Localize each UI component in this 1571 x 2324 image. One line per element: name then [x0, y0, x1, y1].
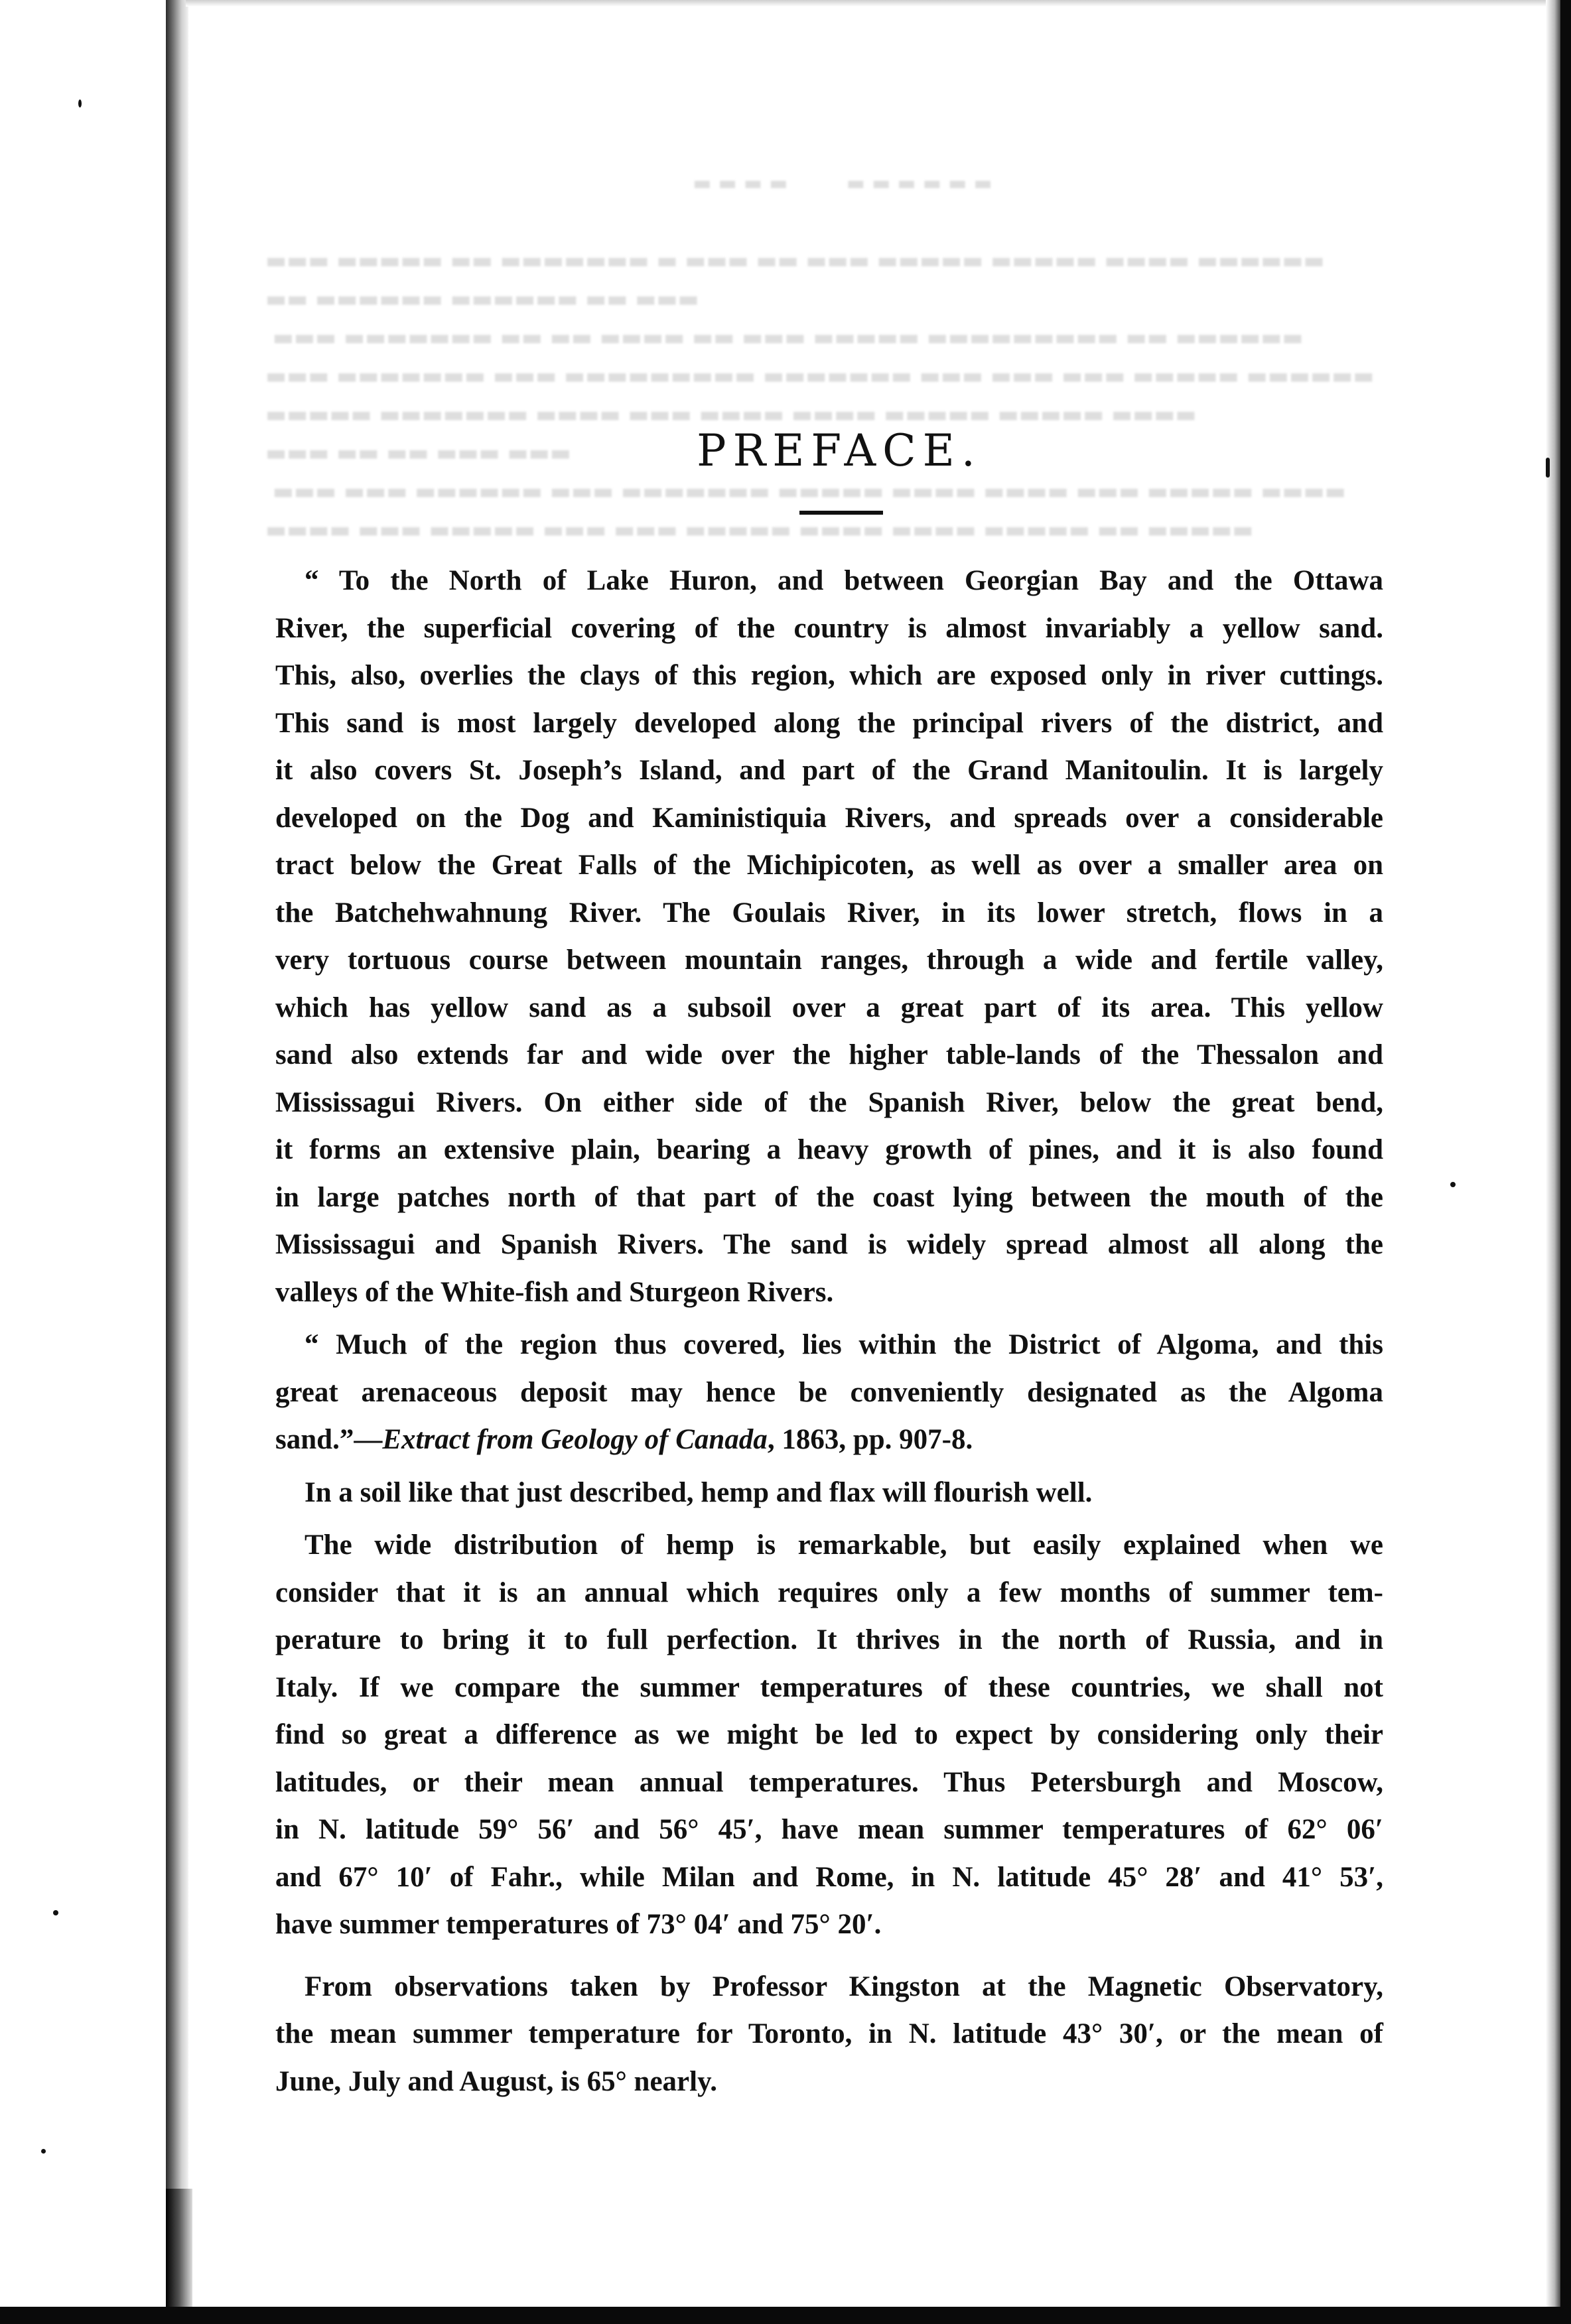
text-line: In a soil like that just described, hemp and flax will flourish well.: [305, 1476, 1093, 1508]
binding-shadow-bottom: [166, 2189, 192, 2324]
page-edge-shadow-right: [1546, 0, 1560, 2324]
text-line: it also covers St. Joseph’s Island, and part of the Grand Manitoulin. It is largely: [275, 755, 1383, 786]
text-line: June, July and August, is 65° nearly.: [275, 2065, 717, 2097]
paragraph-quote-continued: [275, 1321, 1383, 1464]
text-line: the mean summer temperature for Toronto, in N. latitude 43° 30ʹ, or the mean of: [275, 2018, 1383, 2049]
text-line: the Batchehwahnung River. The Goulais River, in its lower stretch, flows in a: [275, 897, 1383, 929]
scan-speck: [1450, 1182, 1456, 1187]
text-line: “ To the North of Lake Huron, and between Georgian Bay and the Ottawa: [305, 565, 1383, 596]
page-margin-left: [0, 0, 166, 2324]
scan-speck: [78, 99, 82, 107]
paragraph-hemp-distribution: [275, 1521, 1383, 1949]
text-line: Italy. If we compare the summer temperatures of these countries, we shall not: [275, 1671, 1383, 1703]
text-line: Mississagui Rivers. On either side of the Spanish River, below the great bend,: [275, 1086, 1383, 1118]
text-line: Mississagui and Spanish Rivers. The sand is widely spread almost all along the: [275, 1229, 1383, 1260]
text-line: valleys of the White-fish and Sturgeon Rivers.: [275, 1276, 834, 1308]
scan-speck: [53, 1910, 58, 1915]
page-content: [275, 424, 1383, 2105]
text-line: This sand is most largely developed along the principal rivers of the district, and: [275, 707, 1383, 739]
text-line: in large patches north of that part of the coast lying between the mouth of the: [275, 1181, 1383, 1213]
scan-border-right: [1560, 0, 1571, 2324]
scan-speck: [41, 2149, 46, 2154]
text-line: consider that it is an annual which requires only a few months of summer tem-: [275, 1577, 1383, 1608]
binding-shadow: [166, 0, 188, 2324]
text-line: have summer temperatures of 73° 04ʹ and 75° 20ʹ.: [275, 1909, 882, 1940]
paragraph-toronto-temperature: [275, 1963, 1383, 2106]
text-line: sand also extends far and wide over the higher table-lands of the Thessalon and: [275, 1039, 1383, 1070]
text-line: From observations taken by Professor Kingston at the Magnetic Observatory,: [305, 1970, 1383, 2002]
text-line: developed on the Dog and Kaministiquia Rivers, and spreads over a considerable: [275, 802, 1383, 834]
page-title: PREFACE.: [697, 425, 982, 476]
citation-source: Extract from Geology of Canada: [382, 1424, 768, 1455]
citation-line: [275, 1416, 1383, 1464]
preface-body: [275, 557, 1383, 2105]
text-line: very tortuous course between mountain ranges, through a wide and fertile valley,: [275, 944, 1383, 976]
page-top-edge: [186, 0, 1552, 7]
text-line: it forms an extensive plain, bearing a heavy growth of pines, and it is also found: [275, 1134, 1383, 1165]
paragraph-quote-algoma-sand: [275, 557, 1383, 1316]
text-line: tract below the Great Falls of the Michipicoten, as well as over a smaller area on: [275, 850, 1383, 881]
text-line: latitudes, or their mean annual temperatures. Thus Petersburgh and Moscow,: [275, 1766, 1383, 1798]
text-line: “ Much of the region thus covered, lies within the District of Algoma, and this: [305, 1329, 1383, 1360]
text-line: River, the superficial covering of the country is almost invariably a yellow sand.: [275, 612, 1383, 644]
title-rule: [799, 511, 883, 515]
scan-border-bottom: [0, 2307, 1571, 2324]
paragraph-soil: [275, 1469, 1383, 1517]
text-line: perature to bring it to full perfection. It thrives in the north of Russia, and in: [275, 1624, 1383, 1655]
citation-suffix: , 1863, pp. 907-8.: [767, 1424, 973, 1455]
citation-prefix: sand.”—: [275, 1424, 383, 1455]
scan-speck: [1546, 458, 1550, 478]
text-line: This, also, overlies the clays of this region, which are exposed only in river cuttings.: [275, 660, 1383, 691]
text-line: which has yellow sand as a subsoil over a great part of its area. This yellow: [275, 992, 1383, 1023]
bleed-through: ▬▬▬▬ ▬▬▬▬▬▬ ▬▬▬ ▬▬▬▬▬ ▬▬ ▬▬▬▬▬▬▬ ▬ ▬▬▬ ▬▬ ▬▬▬ ▬▬▬▬▬ ▬▬▬▬▬ ▬▬▬▬ ▬▬▬▬▬▬ ▬▬ ▬▬▬▬▬▬ ▬▬▬▬▬▬ ▬▬ ▬▬▬ ▬▬▬ ▬▬▬▬▬▬▬ ▬▬ ▬▬ ▬▬▬▬ ▬▬ ▬▬▬ ▬▬▬▬▬ ▬▬▬▬▬▬▬▬▬ ▬▬ ▬▬▬▬▬▬ ▬▬▬ ▬▬▬▬▬▬▬ ▬▬▬ ▬▬▬▬▬▬▬▬▬ ▬▬▬▬▬▬▬ ▬▬▬ ▬▬▬ ▬▬▬ ▬▬▬▬▬ ▬▬▬▬▬▬ ▬▬▬▬▬ ▬▬▬▬▬▬▬ ▬▬▬▬ ▬▬▬ ▬▬▬▬ ▬▬▬▬ ▬▬▬▬▬ ▬▬▬▬▬ ▬▬▬▬ ▬▬▬ ▬▬ ▬▬ ▬▬▬ ▬▬▬ ▬▬▬ ▬▬▬ ▬▬▬▬▬▬ ▬▬▬ ▬▬▬▬▬▬▬ ▬▬▬▬▬ ▬▬▬▬ ▬▬▬▬ ▬▬▬ ▬▬▬▬▬ ▬▬▬▬ ▬▬▬▬ ▬▬▬ ▬▬▬▬▬ ▬▬▬ ▬▬▬ ▬▬▬▬▬ ▬▬▬▬ ▬▬▬▬ ▬▬▬▬▬ ▬▬ ▬▬▬▬▬: [265, 172, 1375, 543]
text-line: and 67° 10ʹ of Fahr., while Milan and Rome, in N. latitude 45° 28ʹ and 41° 53ʹ,: [275, 1861, 1383, 1893]
text-line: in N. latitude 59° 56ʹ and 56° 45ʹ, have mean summer temperatures of 62° 06ʹ: [275, 1814, 1383, 1845]
text-line: The wide distribution of hemp is remarkable, but easily explained when we: [305, 1529, 1383, 1561]
text-line: great arenaceous deposit may hence be conveniently designated as the Algoma: [275, 1376, 1383, 1408]
text-line: find so great a difference as we might be led to expect by considering only their: [275, 1719, 1383, 1750]
